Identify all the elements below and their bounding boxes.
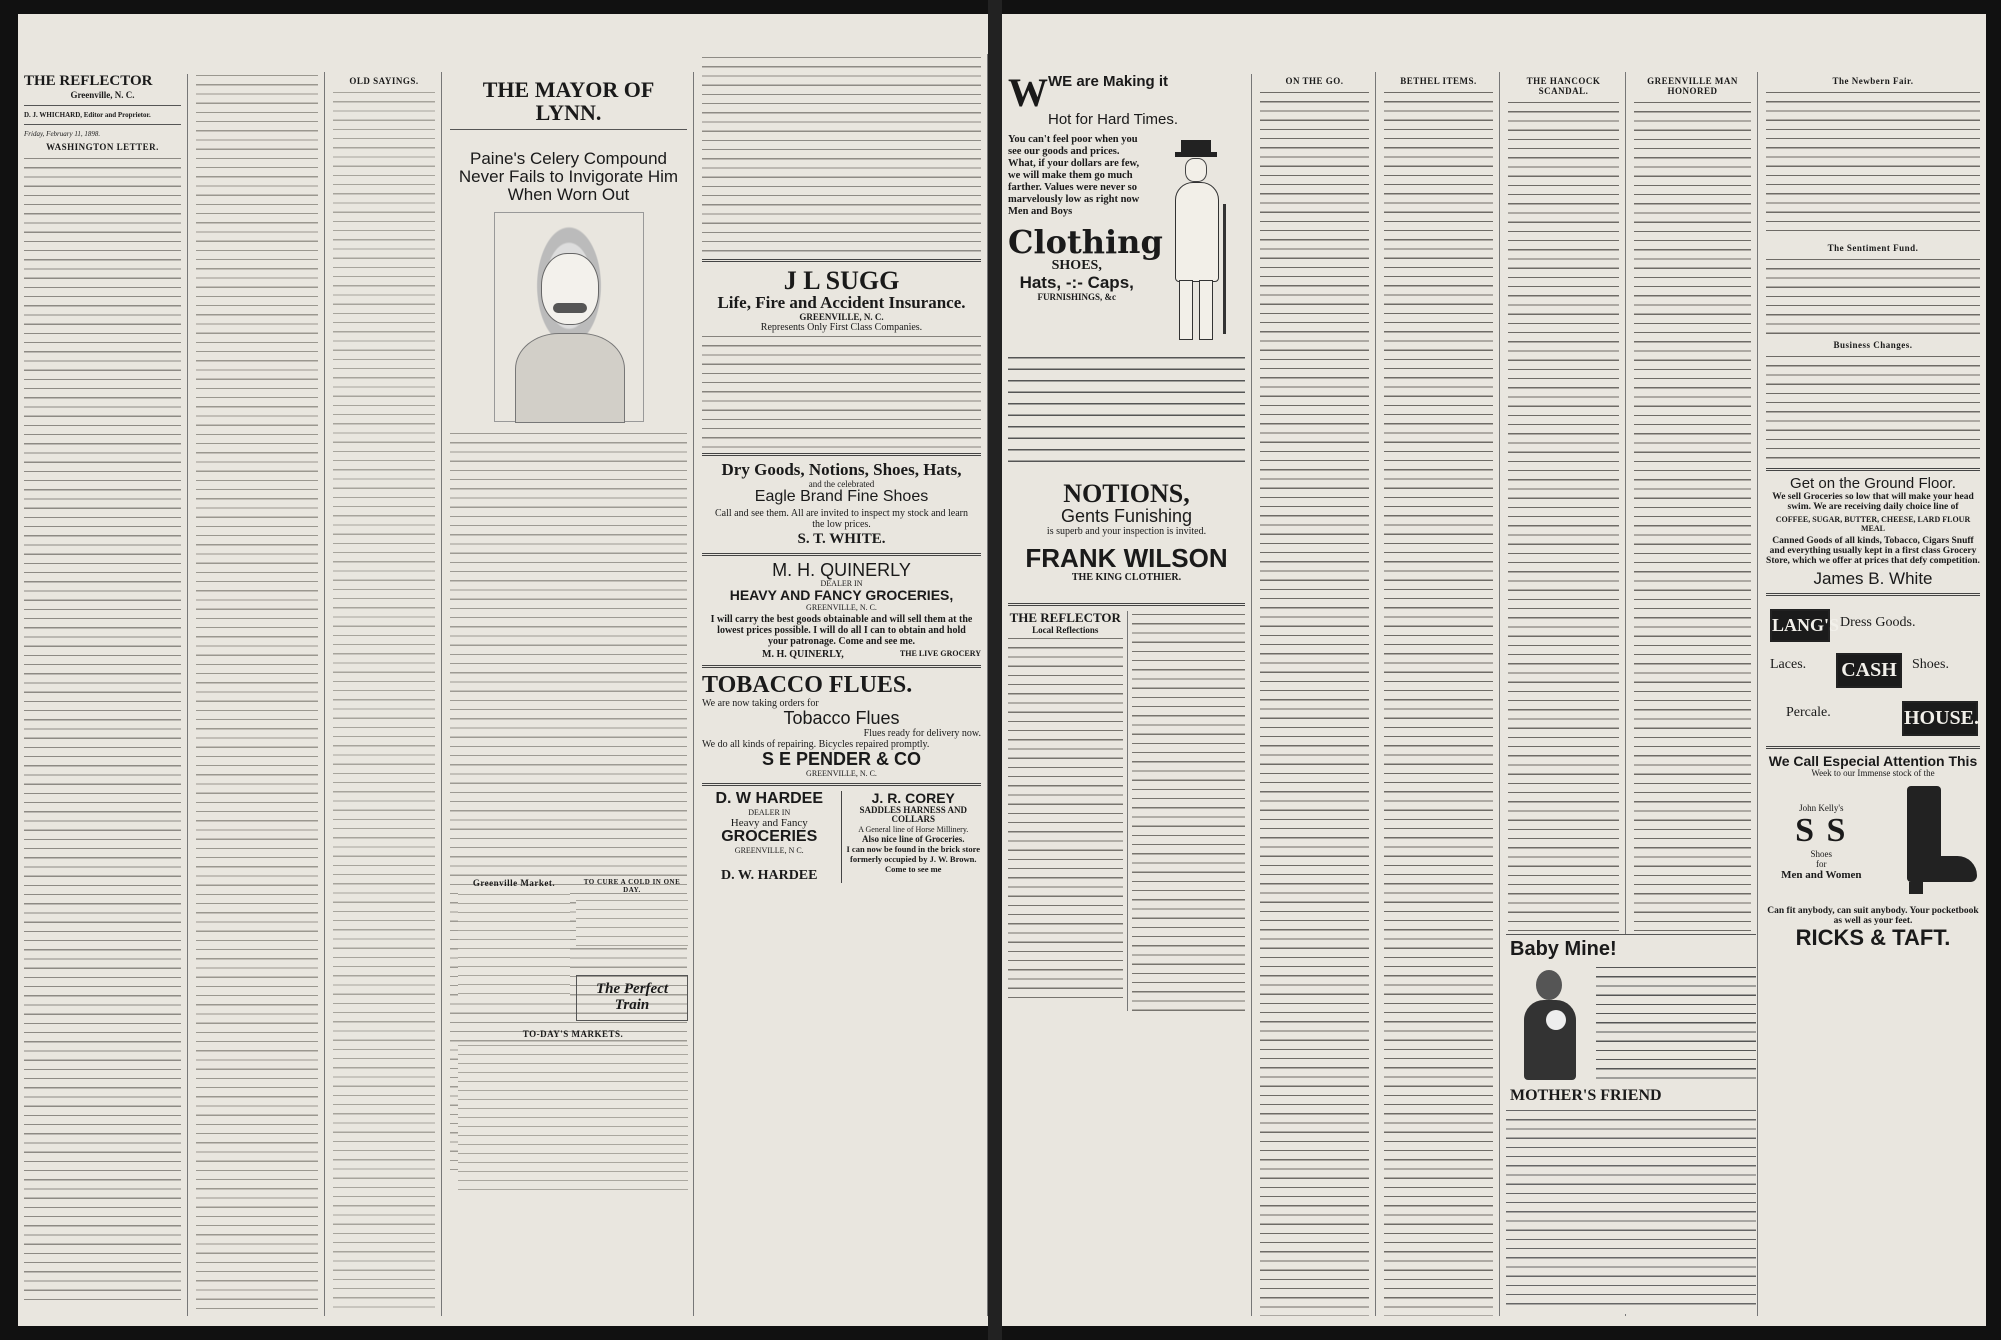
white-line1: Dry Goods, Notions, Shoes, Hats,: [721, 460, 962, 480]
right-newspaper-page: [1002, 14, 1986, 1326]
pender-line4: We do all kinds of repairing. Bicycles repaired promptly.: [702, 739, 930, 751]
baby-friend: MOTHER'S FRIEND: [1510, 1087, 1662, 1104]
left-newspaper-page: [18, 14, 988, 1326]
column-bethel: [1378, 72, 1500, 1316]
washington-letter-heading: WASHINGTON LETTER.: [46, 141, 159, 152]
baby-head: Baby Mine!: [1510, 938, 1617, 960]
column-old-sayings: [327, 72, 442, 1316]
ricks-can: Can fit anybody, can suit anybody. Your pocketbook as well as your feet.: [1767, 906, 1979, 927]
white-name: S. T. WHITE.: [797, 530, 886, 547]
wilson-head1: WE are Making it: [1048, 74, 1169, 90]
langs-percale: Percale.: [1786, 704, 1831, 720]
column-fair-ads: [1760, 72, 1986, 1316]
baby-body-2: [1506, 1107, 1756, 1307]
sentiment-fund-heading: The Sentiment Fund.: [1827, 243, 1919, 253]
quinerly-sign: M. H. QUINERLY,: [762, 649, 844, 661]
todays-markets-heading: TO-DAY'S MARKETS.: [522, 1028, 624, 1039]
wilson-notions: NOTIONS,: [1063, 478, 1190, 508]
jbwhite-body2: Canned Goods of all kinds, Tobacco, Cigars Snuff and everything usually kept in a first class Grocery Store, which we offer at prices that defy competition.: [1766, 535, 1980, 566]
jbwhite-head: Get on the Ground Floor.: [1790, 475, 1956, 492]
mother-child-image: [1506, 964, 1596, 1084]
sugg-line: Life, Fire and Accident Insurance.: [717, 293, 966, 313]
hancock-heading: THE HANCOCK SCANDAL.: [1526, 76, 1601, 96]
fair-heading: The Newbern Fair.: [1832, 76, 1914, 86]
greenville-market-heading: Greenville Market.: [472, 878, 556, 888]
quinerly-goods: HEAVY AND FANCY GROCERIES,: [729, 587, 954, 604]
column-2-text: [190, 72, 325, 1316]
column-on-the-go: [1254, 72, 1376, 1316]
quinerly-place: GREENVILLE, N. C.: [806, 603, 877, 613]
white-line3: Eagle Brand Fine Shoes: [754, 487, 929, 505]
wilson-furn: FURNISHINGS, &c: [1037, 291, 1116, 302]
pender-line2: Tobacco Flues: [783, 708, 900, 729]
ricks-shoe: Shoes: [1810, 849, 1833, 860]
boot-illustration: [1877, 782, 1980, 902]
fair-article-body: [702, 54, 981, 254]
washington-letter-body: [24, 155, 181, 1305]
hardee-place: GREENVILLE, N C.: [734, 845, 804, 855]
langs-cash-house-ad: [1766, 601, 1980, 741]
baby-body: [1596, 964, 1756, 1084]
local-reflections-body: [1008, 635, 1123, 1005]
column-ads-left: [696, 54, 988, 1316]
todays-markets-table: [458, 1042, 688, 1192]
book-gutter: [988, 0, 1002, 1340]
wilson-middle-text: [1008, 354, 1245, 472]
masthead-place: Greenville, N. C.: [70, 89, 135, 100]
hardee-name: D. W HARDEE: [715, 790, 824, 808]
cash-box: CASH: [1836, 653, 1902, 688]
perfect-train-ad: The Perfect Train: [576, 975, 688, 1021]
ricks-week: Week to our Immense stock of the: [1811, 768, 1935, 779]
quinerly-name: M. H. QUINERLY: [772, 559, 911, 580]
sugg-body: [702, 333, 981, 448]
jbwhite-name: James B. White: [1813, 568, 1933, 588]
masthead-date: Friday, February 11, 1898.: [24, 129, 101, 138]
quinerly-body: I will carry the best goods obtainable and will sell them at the lowest prices possible. I will do all I can to obtain and hold your patronage. Come and see me.: [710, 614, 973, 648]
mayor-title: THE MAYOR OF LYNN.: [482, 77, 655, 126]
jbwhite-body: We sell Groceries so low that will make your head swim. We are receiving daily choice line of: [1772, 491, 1974, 512]
cure-cold-body: [576, 897, 688, 947]
corey-line4: I can now be found in the brick store formerly occupied by J. W. Brown. Come to see me: [846, 843, 980, 874]
wilson-tag: THE KING CLOTHIER.: [1071, 572, 1182, 584]
ricks-men: Men and Women: [1781, 869, 1862, 882]
hardee-sign: D. W. HARDEE: [721, 867, 818, 883]
sugg-name: J L SUGG: [783, 266, 900, 295]
wilson-clothing: Clothing: [1008, 222, 1163, 261]
old-sayings-heading: OLD SAYINGS.: [349, 76, 419, 86]
sugg-place: GREENVILLE, N. C.: [799, 312, 884, 323]
greenville-market-table: [458, 891, 570, 1001]
column-2-body: [196, 72, 318, 1312]
hardee-dealer: DEALER IN: [748, 807, 791, 817]
greenville-honored-heading: GREENVILLE MAN HONORED: [1647, 76, 1738, 96]
pender-line1: We are now taking orders for: [702, 698, 819, 710]
local-reflections-body-2: [1132, 611, 1246, 1011]
masthead-title: THE REFLECTOR: [24, 74, 153, 89]
corey-name: J. R. COREY: [871, 790, 955, 807]
wilson-gents: Gents Funishing: [1060, 506, 1193, 527]
langs-box: LANG'S: [1770, 609, 1830, 642]
pender-line3: Flues ready for delivery now.: [863, 728, 981, 740]
business-changes-heading: Business Changes.: [1833, 340, 1913, 350]
sugg-sub: Represents Only First Class Companies.: [760, 322, 923, 334]
markets-block: [458, 874, 688, 1192]
masthead-editor: D. J. WHICHARD, Editor and Proprietor.: [24, 110, 151, 119]
wilson-superb: is superb and your inspection is invited.: [1046, 525, 1207, 537]
cure-cold-heading: TO CURE A COLD IN ONE DAY.: [583, 878, 681, 894]
ricks-ss-letters: S S: [1795, 812, 1848, 850]
column-wilson: [1002, 74, 1252, 1316]
old-sayings-body: [333, 89, 435, 1309]
greenville-honored-body: [1634, 99, 1751, 939]
jbwhite-items: COFFEE, SUGAR, BUTTER, CHEESE, LARD FLOUR MEAL: [1775, 514, 1971, 533]
hardee-goods1: Heavy and Fancy: [730, 816, 808, 829]
wilson-body: You can't feel poor when you see our goods and prices. What, if your dollars are few, we will make them go much farther. Values were never so marvelously low as right now Men and Boys: [1008, 133, 1140, 217]
wilson-name: FRANK WILSON: [1025, 542, 1228, 573]
langs-shoes: Shoes.: [1912, 656, 1949, 672]
on-the-go-body: [1260, 89, 1369, 1316]
bethel-body: [1384, 89, 1493, 1316]
corey-line2: A General line of Horse Millinery.: [858, 824, 969, 834]
house-box: HOUSE.: [1902, 701, 1978, 736]
corey-line1: SADDLES HARNESS AND COLLARS: [859, 804, 968, 825]
langs-dress: Dress Goods.: [1840, 614, 1916, 630]
reflector-title: THE REFLECTOR: [1009, 610, 1121, 626]
mothers-friend-ad: [1506, 934, 1756, 1314]
quinerly-tag: THE LIVE GROCERY: [899, 649, 981, 659]
business-changes-body: [1766, 353, 1980, 463]
hardee-goods2: GROCERIES: [721, 827, 818, 845]
pender-name: S E PENDER & CO: [761, 749, 922, 770]
ricks-kelly: John Kelly's: [1799, 803, 1844, 814]
wilson-shoes: SHOES,: [1051, 258, 1102, 274]
mayor-portrait-image: [494, 212, 644, 422]
quinerly-dealer: DEALER IN: [820, 579, 863, 589]
hancock-body: [1508, 99, 1619, 939]
paine-headline: Paine's Celery Compound Never Fails to Invigorate Him When Worn Out: [458, 149, 679, 204]
wilson-dropcap: W: [1008, 74, 1048, 115]
fair-body: [1766, 89, 1980, 239]
ricks-name: RICKS & TAFT.: [1795, 925, 1951, 951]
white-line2: and the celebrated: [808, 478, 875, 489]
langs-laces: Laces.: [1770, 656, 1807, 672]
ricks-for: for: [1816, 859, 1827, 870]
bethel-heading: BETHEL ITEMS.: [1400, 76, 1477, 86]
on-the-go-heading: ON THE GO.: [1285, 76, 1344, 86]
wilson-head2: Hot for Hard Times.: [1048, 111, 1179, 128]
reflector-sub: Local Reflections: [1032, 624, 1099, 635]
sentiment-fund-body: [1766, 256, 1980, 336]
pender-place: GREENVILLE, N. C.: [806, 769, 877, 779]
white-line4: Call and see them. All are invited to inspect my stock and learn the low prices.: [715, 507, 968, 530]
wilson-hats: Hats, -:- Caps,: [1019, 273, 1134, 293]
pender-head: TOBACCO FLUES.: [702, 672, 913, 699]
ricks-head: We Call Especial Attention This: [1768, 752, 1978, 769]
corey-line3: Also nice line of Groceries.: [861, 833, 965, 844]
gentleman-illustration: [1145, 134, 1245, 354]
column-washington: [18, 74, 188, 1316]
